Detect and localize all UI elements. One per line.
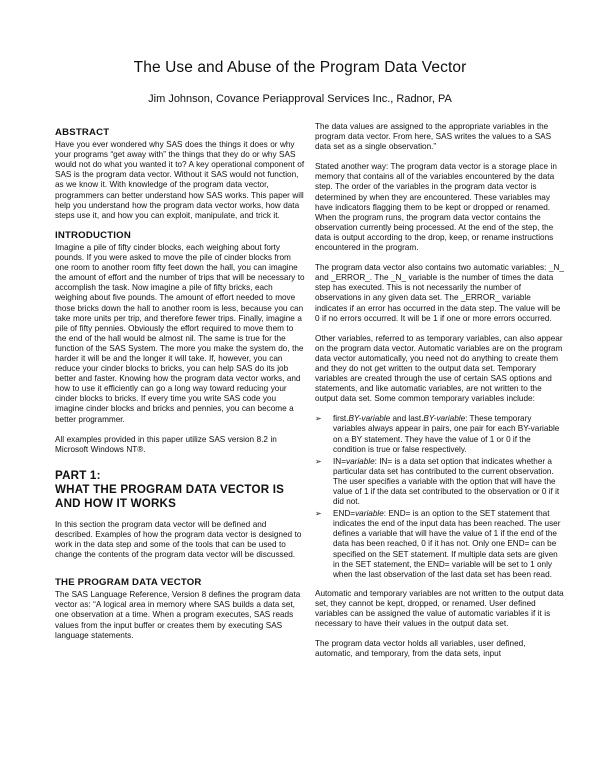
- part-heading-line-2: WHAT THE PROGRAM DATA VECTOR IS AND HOW IT WORKS: [55, 482, 285, 510]
- arrow-bullet-icon: ➢: [315, 456, 322, 466]
- bullet-text: : IN= is a data set option that indicates whether a particular data set has contributed to the current observation. The user specifies a variable with the option that will have the value of 1 if the data set contributed to the observation or 0 if it did not.: [333, 456, 560, 507]
- bullet-term-2: BY-variable: [423, 414, 466, 424]
- bullet-text: : END= is an option to the SET statement that indicates the end of the input data has been reached. The user defines a variable that will have the value of 1 if the end of the data has been reached, 0 if it has not. Only one END= can be specified on the SET statement. If multiple data sets are given in the SET statement, the END= variable will be set to 1 only when the last observation of the last data set has been read.: [333, 509, 561, 579]
- introduction-paragraph: Imagine a pile of fifty cinder blocks, each weighing about forty pounds. If you were asked to move the pile of cinder blocks from one room to another room fifty feet down the hall, you can imagine the amount of effort and the number of trips that will be necessary to accomplish the task. Now imagine a pile of fifty bricks, each weighing about five pounds. The amount of effort needed to move those bricks down the hall to another room is less, because you can take more units per trip, and therefore fewer trips. Finally, imagine a pile of fifty pennies. Obviously the effort required to move them to the end of the hall would be almost nil. The same is true for the function of the SAS System. The more you make the system do, the harder it will be and the longer it will take. If, however, you can reduce your cinder blocks to bricks, you can help SAS do its job better and faster. Knowing how the program data vector works, and how to use it efficiently can go a long way toward reducing your cinder blocks to bricks. If every time you write SAS code you imagine cinder blocks and bricks and pennies, you can become a better programmer.: [55, 242, 305, 424]
- storage-paragraph: Stated another way: The program data vector is a storage place in memory that contains all of the variables encountered by the data step. The order of the variables in the program data vector is determined by when they are encountered. These variables may have indicators flagging them to be kept or dropped or renamed. When the program runs, the program data vector contains the observation currently being processed. At the end of the step, the data is output according to the drop, keep, or rename instructions encountered in the program.: [315, 162, 557, 253]
- examples-paragraph: All examples provided in this paper utilize SAS version 8.2 in Microsoft Windows NT®.: [55, 434, 277, 454]
- left-column: [55, 128, 305, 651]
- automatic-temporary-paragraph: Automatic and temporary variables are not written to the output data set, they cannot be kept, dropped, or renamed. User defined variables can be assigned the value of automatic variables if it is necessary to have their values in the output data set.: [315, 588, 564, 629]
- part-heading: [55, 469, 305, 511]
- list-item: [315, 509, 565, 580]
- arrow-bullet-icon: ➢: [315, 414, 322, 424]
- bullet-term: BY-variable: [348, 414, 391, 424]
- part-intro-paragraph: In this section the program data vector will be defined and described. Examples of how the program data vector is designed to work in the data step and some of the tools that can be used to change the contents of the program data vector will be discussed.: [55, 519, 302, 560]
- pdv-quote-continued: The data values are assigned to the appropriate variables in the program data vector. From here, SAS writes the values to a SAS data set as a single observation.”: [315, 122, 552, 152]
- bullet-lead: END=: [333, 509, 356, 519]
- part-heading-line-1: PART 1:: [55, 468, 101, 482]
- list-item: [315, 457, 565, 507]
- introduction-heading: INTRODUCTION: [55, 229, 131, 241]
- abstract-heading: ABSTRACT: [55, 127, 110, 138]
- temporary-variables-list: [315, 414, 565, 580]
- paper-title: The Use and Abuse of the Program Data Vector: [133, 59, 467, 76]
- pdv-heading: THE PROGRAM DATA VECTOR: [55, 577, 202, 589]
- right-column: [315, 122, 565, 669]
- temporary-variables-paragraph: Other variables, referred to as temporary variables, can also appear on the program data vector. Automatic variables are on the program data vector automatically, you need not do anything to create them and they do not get written to the output data set. Temporary variables are created through the use of certain SAS options and statements, and like automatic variables, are not written to the output data set. Some common temporary variables include:: [315, 333, 563, 404]
- author-line: Jim Johnson, Covance Periapproval Services Inc., Radnor, PA: [148, 93, 452, 105]
- list-item: ➢ first.BY-variable and last.BY-variable: These temporary variables always appear in pairs, one pair for each BY-variable on a BY statement. They have the value of 1 or 0 if the condition is true or false respectively.: [315, 414, 560, 454]
- pdv-paragraph: The SAS Language Reference, Version 8 defines the program data vector as: “A logical area in memory where SAS builds a data set, one observation at a time. When a program executes, SAS reads values from the input buffer or creates them by executing SAS language statements.: [55, 590, 301, 640]
- bullet-text: : These temporary variables always appear in pairs, one pair for each BY-variable on a BY statement. They have the value of 1 or 0 if the condition is true or false respectively.: [333, 414, 560, 454]
- bullet-lead: IN=: [333, 456, 346, 466]
- abstract-paragraph: Have you ever wondered why SAS does the things it does or why your programs “get away with” the things that they do or why SAS would not do what you wanted it to? A key operational component of SAS is the program data vector. Without it SAS would not function, as we know it. With knowledge of the program data vector, programmers can better understand how SAS works. This paper will help you understand how the program data vector works, how data steps use it, and how you can exploit, manipulate, and trick it.: [55, 140, 305, 220]
- arrow-bullet-icon: ➢: [315, 509, 322, 519]
- automatic-variables-paragraph: The program data vector also contains two automatic variables: _N_ and _ERROR_. The _N_ variable is the number of times the data step has executed. This is not necessarily the number of observations in any given data set. The _ERROR_ variable indicates if an error has occurred in the data step. The value will be 0 if no errors occurred. It will be 1 if one or more errors occurred.: [315, 263, 564, 323]
- bullet-term: variable: [345, 456, 375, 466]
- bullet-term: variable: [355, 509, 384, 519]
- pdv-holds-paragraph: The program data vector holds all variables, user defined, automatic, and temporary, from the data sets, input: [315, 639, 526, 659]
